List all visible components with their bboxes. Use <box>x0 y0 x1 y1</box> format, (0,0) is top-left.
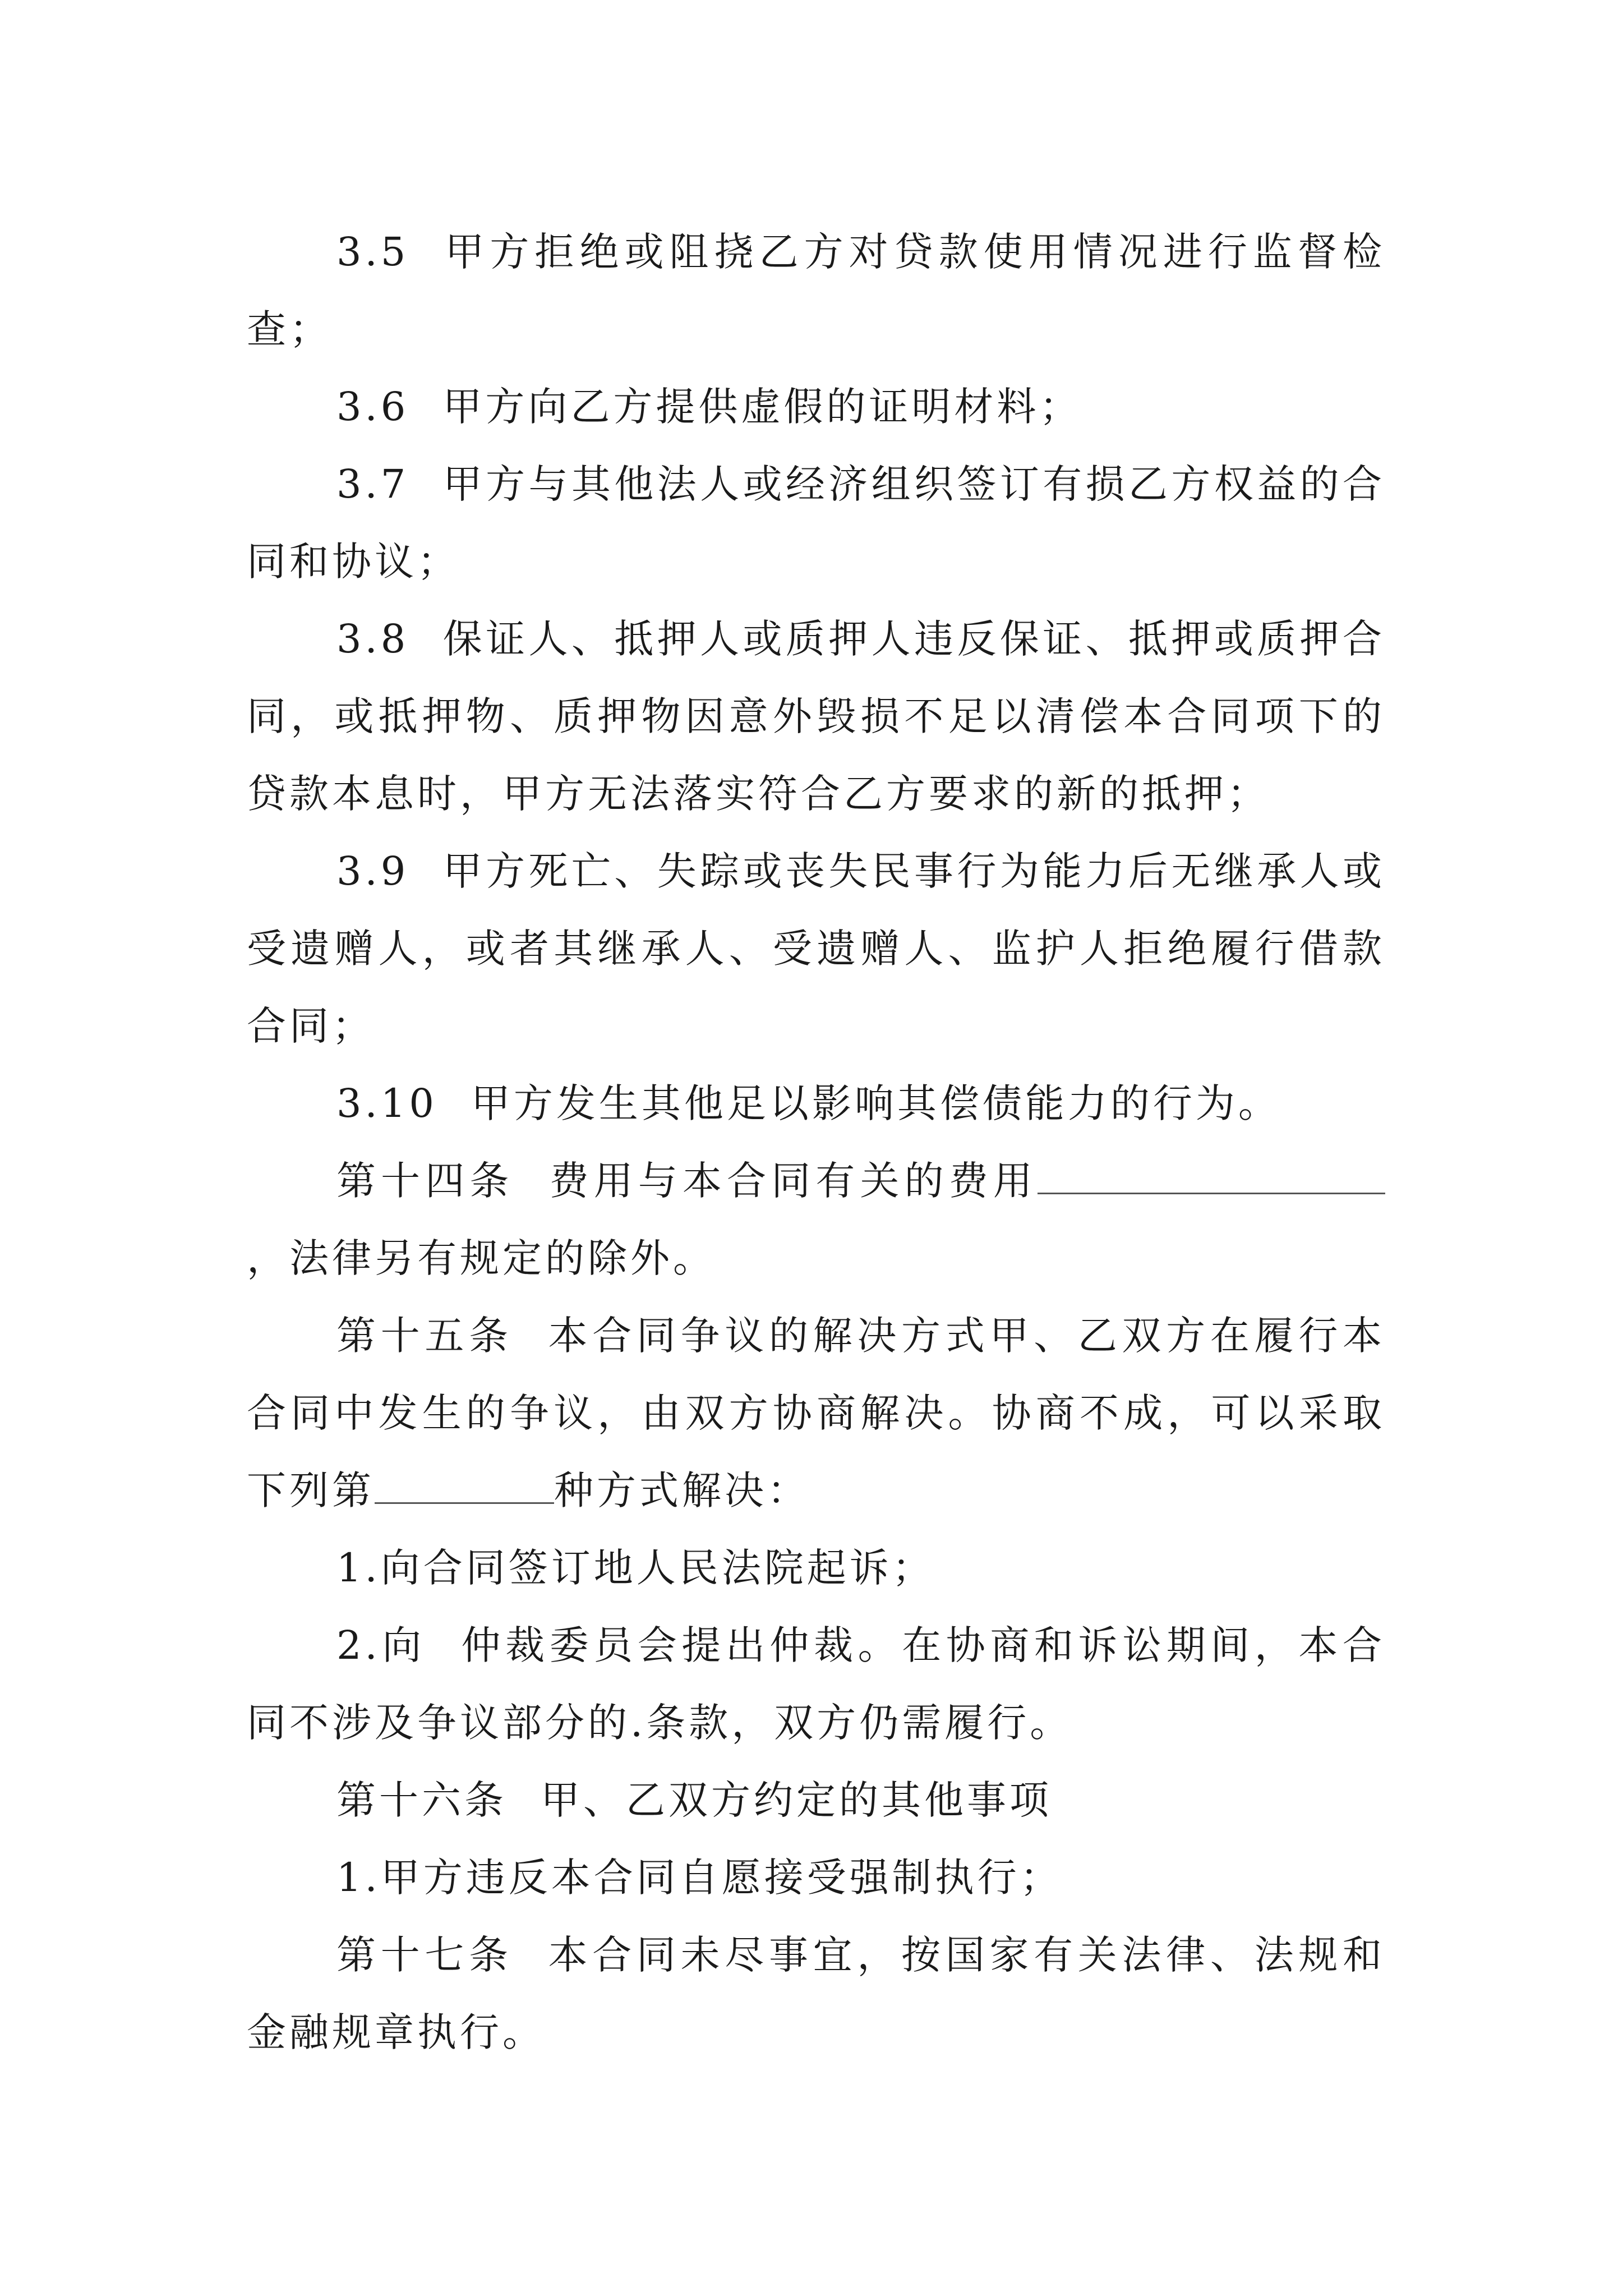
item-prefix: 2.向 <box>336 1622 426 1668</box>
item-text: 仲裁委员会提出仲裁。在协商和诉讼期间，本合同不涉及争议部分的.条款，双方仍需履行。 <box>247 1622 1385 1746</box>
clause-3-6 <box>247 368 1385 445</box>
article-16-item-1 <box>247 1839 1385 1916</box>
clause-number: 3.9 <box>336 848 409 894</box>
article-text-tail: 种方式解决： <box>554 1467 810 1513</box>
article-16 <box>247 1761 1385 1839</box>
article-text-tail: ，法律另有规定的除外。 <box>247 1235 716 1281</box>
clause-text: 甲方死亡、失踪或丧失民事行为能力后无继承人或受遗赠人，或者其继承人、受遗赠人、监护人拒绝履行借款合同； <box>247 848 1385 1049</box>
article-17 <box>247 1916 1385 2071</box>
clause-number: 3.8 <box>336 616 409 662</box>
clause-number: 3.10 <box>336 1080 437 1126</box>
item-text: 1.甲方违反本合同自愿接受强制执行； <box>336 1855 1063 1901</box>
document-body <box>247 213 1385 2071</box>
article-label: 第十五条 <box>336 1313 513 1359</box>
article-text: 本合同争议的解决方式甲、乙双方在履行本合同中发生的争议，由双方协商解决。协商不成，可以采取下列第 <box>247 1313 1386 1513</box>
article-label: 第十七条 <box>336 1932 513 1978</box>
clause-number: 3.7 <box>336 461 409 507</box>
clause-3-9 <box>247 832 1385 1065</box>
clause-number: 3.5 <box>336 229 409 275</box>
clause-3-5 <box>247 213 1385 368</box>
clause-text: 甲方发生其他足以影响其偿债能力的行为。 <box>471 1080 1281 1126</box>
article-text: 甲、乙双方约定的其他事项 <box>541 1777 1052 1823</box>
article-label: 第十六条 <box>336 1777 507 1823</box>
clause-text: 甲方与其他法人或经济组织签订有损乙方权益的合同和协议； <box>247 461 1385 585</box>
article-15 <box>247 1297 1385 1529</box>
article-15-item-1 <box>247 1529 1385 1607</box>
clause-3-10 <box>247 1065 1385 1142</box>
clause-number: 3.6 <box>336 384 409 430</box>
article-15-item-2 <box>247 1607 1385 1761</box>
article-label: 第十四条 <box>336 1158 514 1204</box>
method-blank-field[interactable] <box>375 1466 554 1504</box>
clause-3-7 <box>247 445 1385 600</box>
clause-text: 甲方拒绝或阻挠乙方对贷款使用情况进行监督检查； <box>247 229 1385 352</box>
fee-blank-field[interactable] <box>1038 1157 1385 1194</box>
article-14 <box>247 1142 1385 1297</box>
article-text: 本合同未尽事宜，按国家有关法律、法规和金融规章执行。 <box>247 1932 1386 2055</box>
clause-text: 保证人、抵押人或质押人违反保证、抵押或质押合同，或抵押物、质押物因意外毁损不足以清偿本合同项下的贷款本息时，甲方无法落实符合乙方要求的新的抵押； <box>247 616 1385 817</box>
clause-3-8 <box>247 600 1385 832</box>
item-text: 1.向合同签订地人民法院起诉； <box>336 1545 935 1591</box>
article-text: 费用与本合同有关的费用 <box>547 1158 1038 1204</box>
clause-text: 甲方向乙方提供虚假的证明材料； <box>442 384 1082 430</box>
